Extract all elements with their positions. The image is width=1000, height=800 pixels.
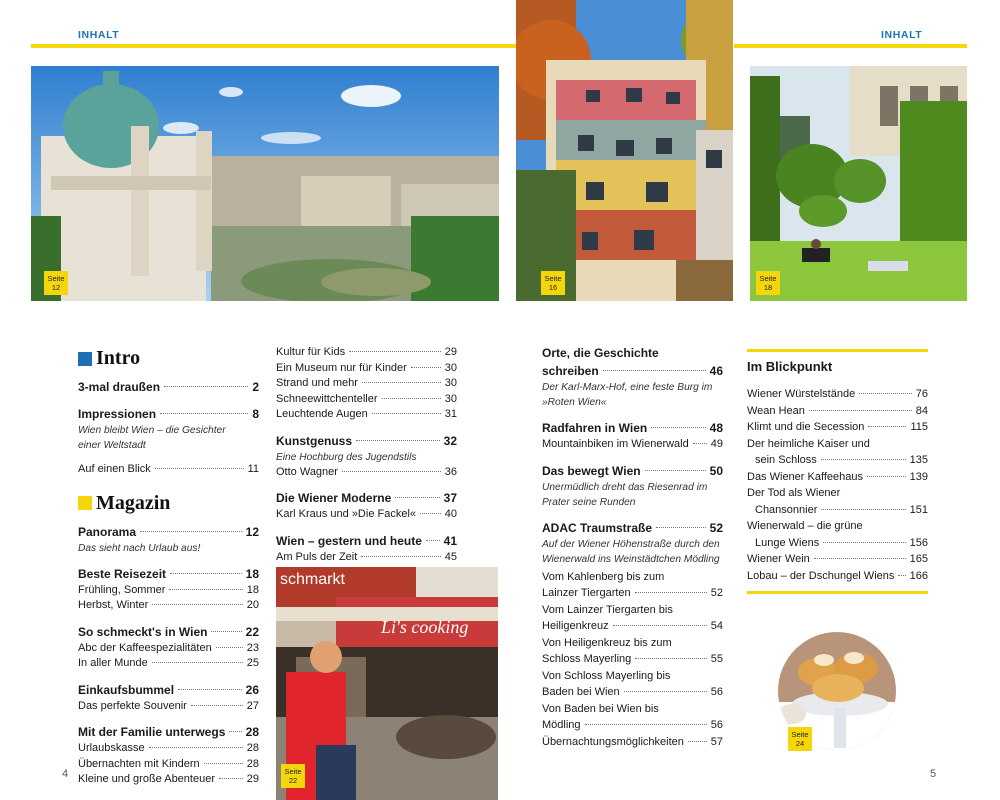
header-label-right: INHALT <box>881 29 923 41</box>
toc-entry[interactable]: Ein Museum nur für Kinder 30 <box>276 361 457 374</box>
photo-park <box>750 66 967 301</box>
toc-entry[interactable]: Impressionen 8 Wien bleibt Wien – die Gesichter einer Weltstadt <box>78 407 259 451</box>
toc-entry[interactable]: Panorama 12 Das sieht nach Urlaub aus! <box>78 524 259 554</box>
toc-entry[interactable]: Wean Hean 84 <box>747 404 928 417</box>
toc-entry[interactable]: Die Wiener Moderne 37 Karl Kraus und »Die Fackel« 40 <box>276 491 457 520</box>
toc-entry[interactable]: Strand und mehr 30 <box>276 377 457 389</box>
section-magazin-title: Magazin <box>96 491 171 514</box>
toc-entry[interactable]: Radfahren in Wien 48 Mountainbiken im Wienerwald 49 <box>542 421 723 450</box>
toc-entry[interactable]: Das bewegt Wien 50 Unermüdlich dreht das Riesenrad im Prater seine Runden <box>542 463 723 508</box>
toc-entry[interactable]: Von Heiligenkreuz bis zum Schloss Mayerling 55 <box>542 636 723 665</box>
photo-naschmarkt <box>276 567 498 800</box>
toc-entry[interactable]: Wien – gestern und heute 41 Am Puls der Zeit 45 <box>276 533 457 563</box>
toc-column-3 <box>542 345 723 750</box>
toc-entry-group <box>276 345 457 423</box>
toc-entry[interactable]: 3-mal draußen 2 <box>78 380 259 394</box>
toc-entry[interactable]: Mit der Familie unterwegs 28 Urlaubskasse 28 Übernachten mit Kindern 28 Kleine und große Abenteuer 29 <box>78 725 259 785</box>
section-intro-title: Intro <box>96 347 141 369</box>
toc-entry[interactable]: Klimt und die Secession 115 <box>747 421 928 433</box>
intro-marker <box>78 352 92 366</box>
header-rule-left <box>31 44 517 48</box>
toc-entry[interactable]: Lobau – der Dschungel Wiens 166 <box>747 569 928 582</box>
toc-entry[interactable]: Kultur für Kids 29 <box>276 346 457 358</box>
toc-entry[interactable]: Der heimliche Kaiser und sein Schloss 135 <box>747 437 928 466</box>
page-badge-24: Seite 24 <box>788 727 812 751</box>
toc-entry[interactable]: Übernachtungsmöglichkeiten 57 <box>542 735 723 748</box>
blickpunkt-rule-bottom <box>747 591 928 594</box>
naschmarkt-sign: schmarkt <box>280 571 345 588</box>
toc-entry[interactable]: Vom Kahlenberg bis zum Lainzer Tiergarten 52 <box>542 570 723 599</box>
naschmarkt-awning-text: Li's cooking <box>381 617 469 637</box>
toc-entry[interactable]: Von Baden bei Wien bis Mödling 56 <box>542 702 723 731</box>
toc-entry[interactable]: Der Tod als Wiener Chansonnier 151 <box>747 487 928 516</box>
toc-entry[interactable]: Vom Lainzer Tiergarten bis Heiligenkreuz 54 <box>542 603 723 632</box>
toc-entry[interactable]: Schneewittchenteller 30 <box>276 392 457 405</box>
photo-karlskirche <box>31 66 499 301</box>
section-intro <box>78 347 259 370</box>
magazin-marker <box>78 496 92 510</box>
page-badge-12: Seite 12 <box>44 271 68 295</box>
toc-entry[interactable]: So schmeckt's in Wien 22 Abc der Kaffeespezialitäten 23 In aller Munde 25 <box>78 624 259 669</box>
page-number-right: 5 <box>930 768 937 780</box>
toc-entry[interactable]: Das Wiener Kaffeehaus 139 <box>747 470 928 483</box>
toc-entry[interactable]: Auf einen Blick 11 <box>78 463 259 475</box>
toc-column-1 <box>78 347 259 797</box>
photo-hundertwasserhaus <box>516 0 733 301</box>
page-number-left: 4 <box>62 768 69 780</box>
toc-entry[interactable]: ADAC Traumstraße 52 Auf der Wiener Höhenstraße durch den Wienerwald ins Weinstädtchen Mödling <box>542 520 723 565</box>
blickpunkt-title: Im Blickpunkt <box>747 359 833 374</box>
toc-column-2 <box>276 345 457 574</box>
page-badge-18: Seite 18 <box>756 271 780 295</box>
section-magazin <box>78 492 259 515</box>
toc-entry[interactable]: Von Schloss Mayerling bis Baden bei Wien 56 <box>542 669 723 698</box>
header-rule-right <box>734 44 967 48</box>
toc-entry[interactable]: Wienerwald – die grüne Lunge Wiens 156 <box>747 520 928 549</box>
toc-entry[interactable]: Wiener Würstelstände 76 <box>747 388 928 400</box>
toc-entry[interactable]: Wiener Wein 165 <box>747 553 928 565</box>
toc-route-list <box>542 569 723 751</box>
page-badge-16: Seite 16 <box>541 271 565 295</box>
blickpunkt-rule-top <box>747 349 928 352</box>
toc-entry[interactable]: Einkaufsbummel 26 Das perfekte Souvenir 27 <box>78 682 259 712</box>
toc-entry[interactable]: Kunstgenuss 32 Eine Hochburg des Jugendstils Otto Wagner 36 <box>276 433 457 478</box>
toc-entry[interactable]: Leuchtende Augen 31 <box>276 408 457 420</box>
toc-entry[interactable]: Orte, die Geschichte schreiben 46 Der Karl-Marx-Hof, eine feste Burg im »Roten Wien« <box>542 346 723 408</box>
page-badge-22: Seite 22 <box>281 764 305 788</box>
blickpunkt-box <box>747 349 928 594</box>
toc-entry[interactable]: Beste Reisezeit 18 Frühling, Sommer 18 Herbst, Winter 20 <box>78 566 259 611</box>
header-label-left: INHALT <box>78 29 120 41</box>
